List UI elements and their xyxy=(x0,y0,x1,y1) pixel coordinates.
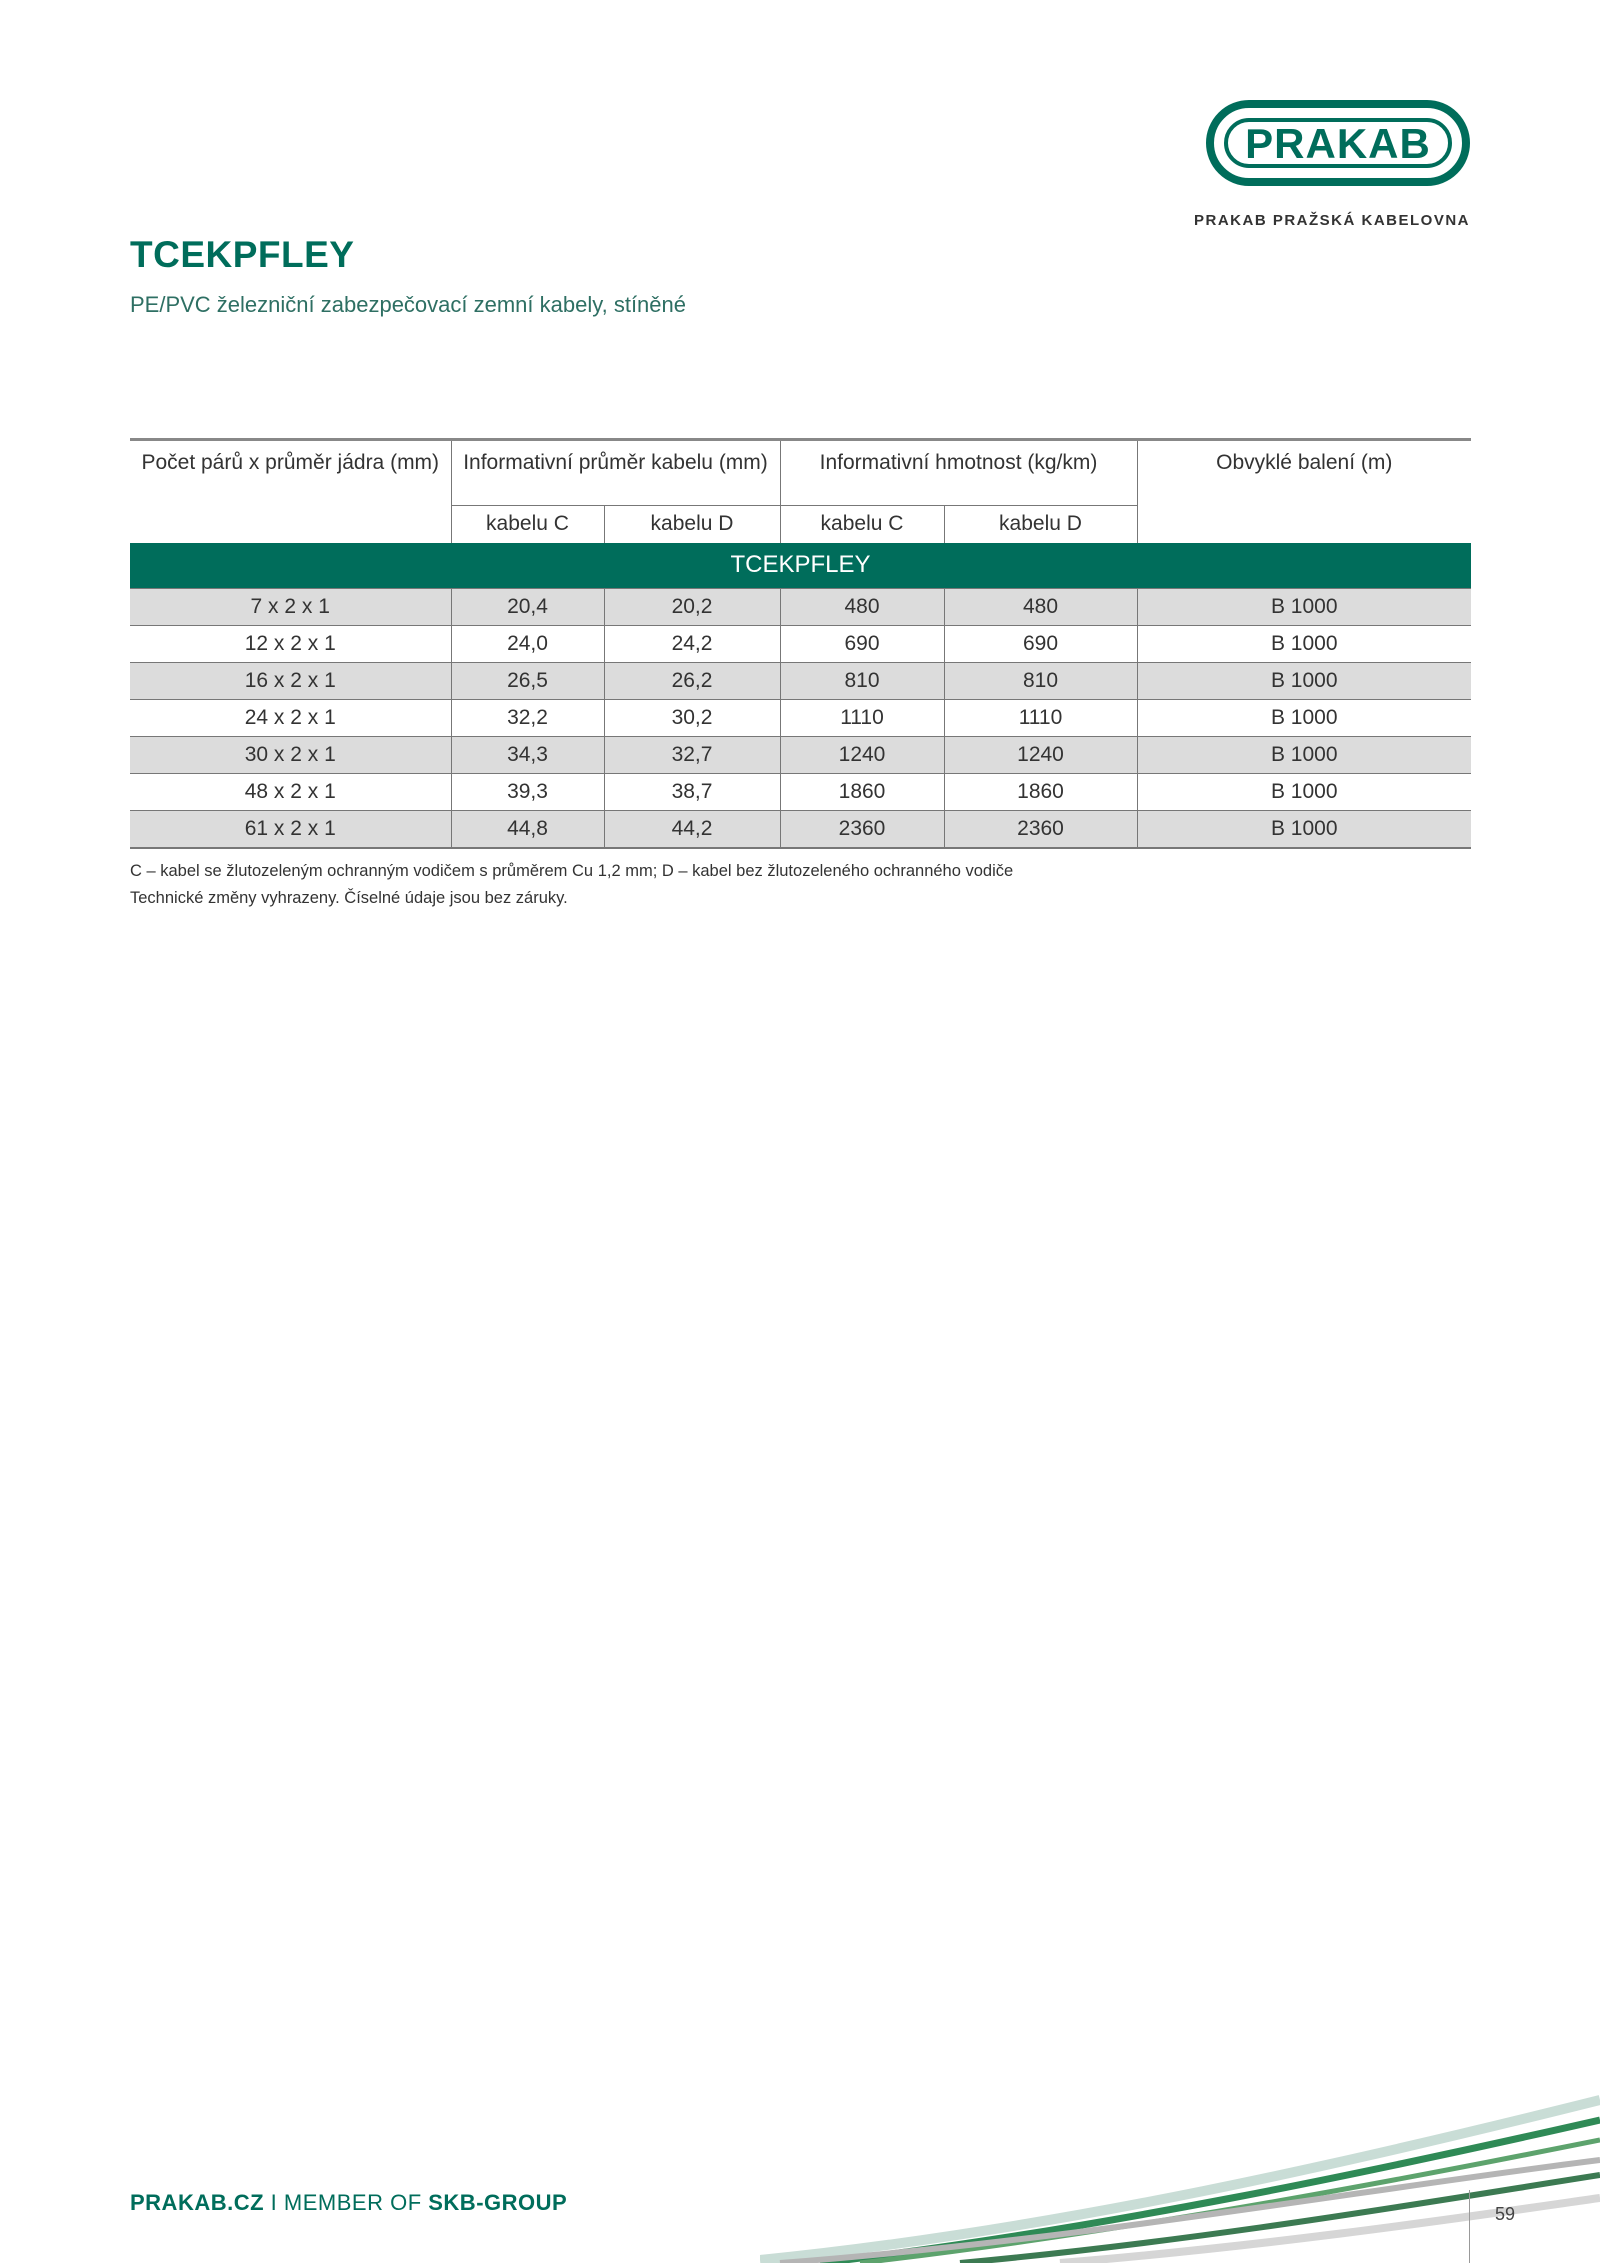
cell-wt-d: 1110 xyxy=(944,700,1137,737)
page-number: 59 xyxy=(1494,2204,1516,2224)
cell-dia-c: 26,5 xyxy=(451,663,604,700)
cell-dia-d: 38,7 xyxy=(604,774,780,811)
cell-packing: B 1000 xyxy=(1137,811,1471,848)
footer-site: PRAKAB.CZ xyxy=(130,2190,265,2215)
header-diameter-c: kabelu C xyxy=(451,506,604,543)
cell-wt-c: 1860 xyxy=(780,774,944,811)
footer-separator: I xyxy=(264,2190,284,2215)
note-legend: C – kabel se žlutozeleným ochranným vodičem s průměrem Cu 1,2 mm; D – kabel bez žlutozeleného ochranného vodiče xyxy=(130,862,1014,880)
cell-wt-c: 690 xyxy=(780,626,944,663)
cell-dia-c: 39,3 xyxy=(451,774,604,811)
table-row xyxy=(130,737,1471,774)
cell-dia-d: 26,2 xyxy=(604,663,780,700)
cell-dia-c: 32,2 xyxy=(451,700,604,737)
spec-table xyxy=(130,438,1471,849)
page-divider xyxy=(1469,2190,1470,2263)
cell-pairs: 7 x 2 x 1 xyxy=(130,589,451,626)
cell-wt-c: 2360 xyxy=(780,811,944,848)
cell-dia-d: 30,2 xyxy=(604,700,780,737)
cell-wt-c: 480 xyxy=(780,589,944,626)
cell-dia-c: 20,4 xyxy=(451,589,604,626)
header-diameter-d: kabelu D xyxy=(604,506,780,543)
cell-packing: B 1000 xyxy=(1137,663,1471,700)
cell-pairs: 12 x 2 x 1 xyxy=(130,626,451,663)
footer-brand xyxy=(130,2190,567,2216)
header-diameter: Informativní průměr kabelu (mm) xyxy=(451,440,780,506)
cell-packing: B 1000 xyxy=(1137,737,1471,774)
cell-dia-d: 20,2 xyxy=(604,589,780,626)
cell-packing: B 1000 xyxy=(1137,626,1471,663)
header-pairs: Počet párů x průměr jádra (mm) xyxy=(130,440,451,543)
cell-packing: B 1000 xyxy=(1137,774,1471,811)
table-row xyxy=(130,663,1471,700)
footer-group: SKB-GROUP xyxy=(428,2190,568,2215)
cell-dia-c: 34,3 xyxy=(451,737,604,774)
page-title: TCEKPFLEY xyxy=(130,234,355,275)
cell-pairs: 61 x 2 x 1 xyxy=(130,811,451,848)
prakab-logo xyxy=(1206,100,1470,186)
cell-wt-d: 1860 xyxy=(944,774,1137,811)
cell-wt-d: 810 xyxy=(944,663,1137,700)
cell-wt-d: 1240 xyxy=(944,737,1137,774)
cell-pairs: 24 x 2 x 1 xyxy=(130,700,451,737)
logo-text: PRAKAB xyxy=(1245,120,1431,167)
cell-dia-d: 32,7 xyxy=(604,737,780,774)
cell-pairs: 48 x 2 x 1 xyxy=(130,774,451,811)
group-label: TCEKPFLEY xyxy=(130,543,1471,589)
cell-wt-c: 1110 xyxy=(780,700,944,737)
cell-wt-c: 1240 xyxy=(780,737,944,774)
table-row xyxy=(130,700,1471,737)
cell-pairs: 16 x 2 x 1 xyxy=(130,663,451,700)
table-row xyxy=(130,811,1471,848)
cell-packing: B 1000 xyxy=(1137,700,1471,737)
note-disclaimer: Technické změny vyhrazeny. Číselné údaje jsou bez záruky. xyxy=(130,889,568,907)
cell-wt-c: 810 xyxy=(780,663,944,700)
header-weight-c: kabelu C xyxy=(780,506,944,543)
header-packing: Obvyklé balení (m) xyxy=(1137,440,1471,543)
cables-decoration xyxy=(760,2080,1600,2263)
logo-tagline: PRAKAB PRAŽSKÁ KABELOVNA xyxy=(1193,212,1470,229)
cell-wt-d: 2360 xyxy=(944,811,1137,848)
cell-wt-d: 480 xyxy=(944,589,1137,626)
cell-dia-d: 24,2 xyxy=(604,626,780,663)
cell-packing: B 1000 xyxy=(1137,589,1471,626)
cell-pairs: 30 x 2 x 1 xyxy=(130,737,451,774)
cell-dia-c: 44,8 xyxy=(451,811,604,848)
header-weight-d: kabelu D xyxy=(944,506,1137,543)
table-notes xyxy=(130,858,1013,912)
table-row xyxy=(130,774,1471,811)
table-row xyxy=(130,589,1471,626)
table-row xyxy=(130,626,1471,663)
page-subtitle: PE/PVC železniční zabezpečovací zemní kabely, stíněné xyxy=(130,292,686,317)
cell-dia-d: 44,2 xyxy=(604,811,780,848)
footer-member: MEMBER OF xyxy=(283,2190,429,2215)
header-weight: Informativní hmotnost (kg/km) xyxy=(780,440,1137,506)
cell-wt-d: 690 xyxy=(944,626,1137,663)
cell-dia-c: 24,0 xyxy=(451,626,604,663)
